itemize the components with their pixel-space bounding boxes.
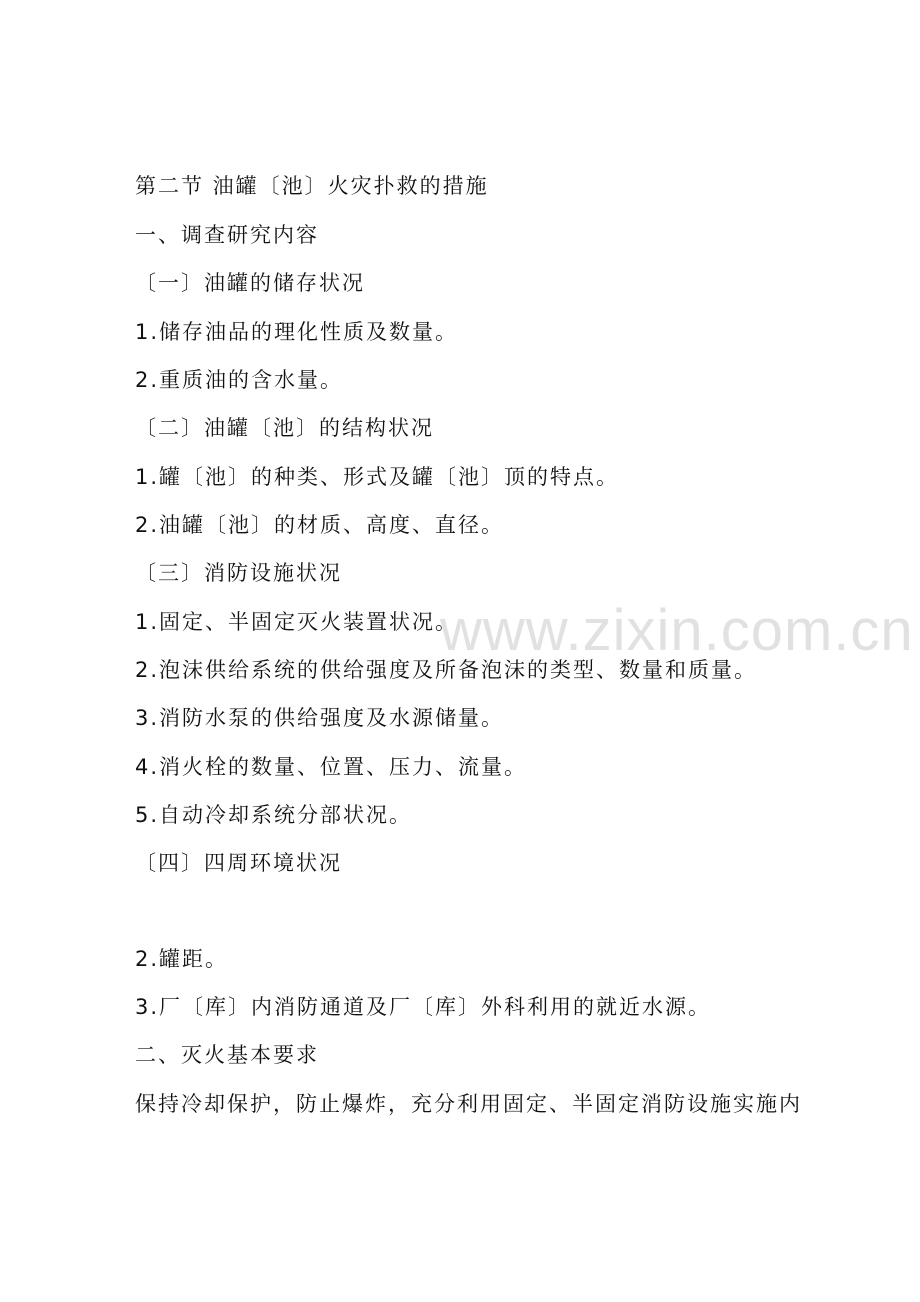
paragraph-line: 1.罐〔池〕的种类、形式及罐〔池〕顶的特点。 (135, 465, 620, 489)
paragraph-line: 2.油罐〔池〕的材质、高度、直径。 (135, 513, 505, 537)
subheading-structure: 〔二〕油罐〔池〕的结构状况 (135, 416, 434, 440)
paragraph-line: 4.消火栓的数量、位置、压力、流量。 (135, 755, 528, 779)
subheading-facilities: 〔三〕消防设施状况 (135, 561, 342, 585)
section-title: 第二节 油罐〔池〕火灾扑救的措施 (135, 174, 489, 198)
paragraph-line: 2.重质油的含水量。 (135, 368, 344, 392)
heading-investigation: 一、调查研究内容 (135, 223, 319, 247)
paragraph-line: 保持冷却保护，防止爆炸，充分利用固定、半固定消防设施实施内 (135, 1092, 802, 1116)
paragraph-line: 3.消防水泵的供给强度及水源储量。 (135, 706, 505, 730)
paragraph-line: 2.罐距。 (135, 947, 229, 971)
subheading-environment: 〔四〕四周环境状况 (135, 851, 342, 875)
paragraph-line: 1.固定、半固定灭火装置状况。 (135, 610, 459, 634)
paragraph-line: 5.自动冷却系统分部状况。 (135, 803, 413, 827)
heading-requirements: 二、灭火基本要求 (135, 1043, 319, 1067)
paragraph-line: 1.储存油品的理化性质及数量。 (135, 320, 459, 344)
paragraph-line: 3.厂〔库〕内消防通道及厂〔库〕外科利用的就近水源。 (135, 995, 712, 1019)
paragraph-line: 2.泡沫供给系统的供给强度及所备泡沫的类型、数量和质量。 (135, 658, 758, 682)
watermark-text: www.zixin.com.cn (440, 598, 914, 663)
subheading-storage: 〔一〕油罐的储存状况 (135, 271, 365, 295)
